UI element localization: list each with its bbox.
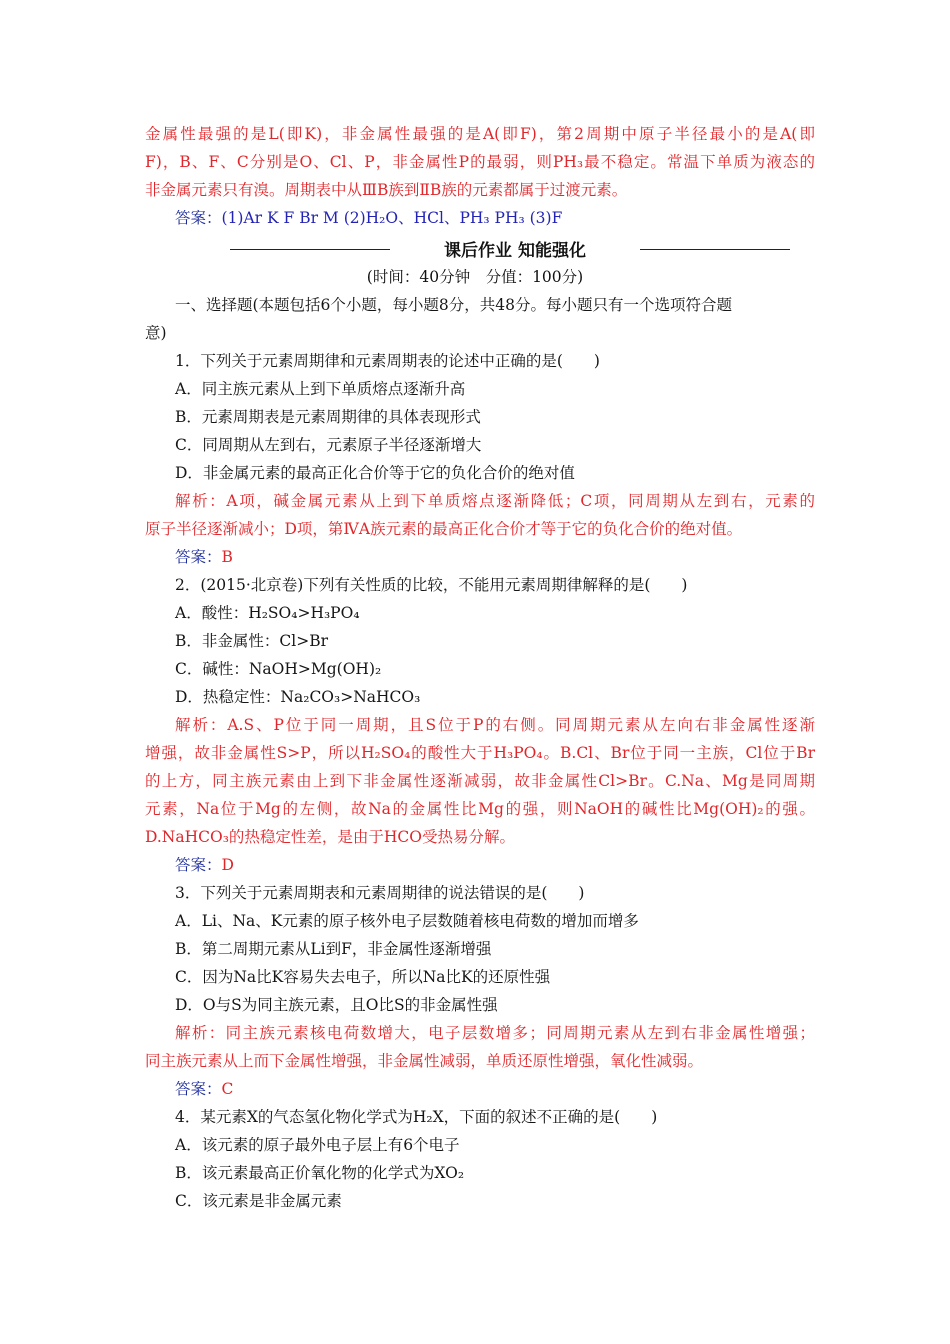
section-title: 课后作业 知能强化 [444,241,586,261]
q1-stem: 1．下列关于元素周期律和元素周期表的论述中正确的是( ) [175,352,600,370]
q2-analysis-3: 的上方，同主族元素由上到下非金属性逐渐减弱，故非金属性Cl>Br。C.Na、Mg是同周期 [145,772,815,790]
intro-line-1: 金属性最强的是L(即K)，非金属性最强的是A(即F)，第2周期中原子半径最小的是A(即 [145,125,815,143]
intro-answer [175,204,845,232]
q2-answer [175,851,845,879]
q2-option-c: C．碱性：NaOH>Mg(OH)₂ [175,660,382,678]
section-desc-1: 一、选择题(本题包括6个小题，每小题8分，共48分。每小题只有一个选项符合题 [175,296,732,314]
section-desc-2: 意) [145,324,167,342]
answer-value: B [221,548,233,566]
q2-analysis-1: 解析：A.S、P位于同一周期，且S位于P的右侧。同周期元素从左向右非金属性逐渐 [175,716,815,734]
q2-option-b: B．非金属性：Cl>Br [175,632,328,650]
q1-option-b: B．元素周期表是元素周期律的具体表现形式 [175,408,481,426]
header-rule-right [640,249,790,250]
answer-label: 答案： [175,548,222,566]
q1-option-c: C．同周期从左到右，元素原子半径逐渐增大 [175,436,482,454]
answer-text: (1)Ar K F Br M (2)H₂O、HCl、PH₃ PH₃ (3)F [221,209,563,227]
header-rule-left [230,249,390,250]
q1-answer [175,543,845,571]
q2-option-d: D．热稳定性：Na₂CO₃>NaHCO₃ [175,688,421,706]
answer-label: 答案： [175,856,222,874]
answer-value: C [221,1080,234,1098]
q3-analysis-1: 解析：同主族元素核电荷数增大，电子层数增多；同周期元素从左到右非金属性增强； [175,1024,815,1042]
q3-option-d: D．O与S为同主族元素，且O比S的非金属性强 [175,996,498,1014]
q2-option-a: A．酸性：H₂SO₄>H₃PO₄ [175,604,360,622]
q1-option-d: D．非金属元素的最高正化合价等于它的负化合价的绝对值 [175,464,575,482]
q4-option-b: B．该元素最高正价氧化物的化学式为XO₂ [175,1164,465,1182]
q3-option-c: C．因为Na比K容易失去电子，所以Na比K的还原性强 [175,968,551,986]
q3-answer [175,1075,845,1103]
section-header [230,238,790,262]
q4-option-a: A．该元素的原子最外电子层上有6个电子 [175,1136,460,1154]
q2-analysis-2: 增强，故非金属性S>P，所以H₂SO₄的酸性大于H₃PO₄。B.Cl、Br位于同一主族，Cl位于Br [145,744,815,762]
q2-stem: 2．(2015·北京卷)下列有关性质的比较，不能用元素周期律解释的是( ) [175,576,688,594]
q2-analysis-4: 元素，Na位于Mg的左侧，故Na的金属性比Mg的强，则NaOH的碱性比Mg(OH)₂的强。 [145,800,815,818]
intro-line-3: 非金属元素只有溴。周期表中从ⅢB族到ⅡB族的元素都属于过渡元素。 [145,181,628,199]
answer-label: 答案： [175,209,222,227]
q3-analysis-2: 同主族元素从上而下金属性增强，非金属性减弱，单质还原性增强，氧化性减弱。 [145,1052,704,1070]
q4-stem: 4．某元素X的气态氢化物化学式为H₂X，下面的叙述不正确的是( ) [175,1108,658,1126]
answer-value: D [221,856,234,874]
q1-option-a: A．同主族元素从上到下单质熔点逐渐升高 [175,380,466,398]
q4-option-c: C．该元素是非金属元素 [175,1192,342,1210]
q2-analysis-5: D.NaHCO₃的热稳定性差，是由于HCO受热易分解。 [145,828,515,846]
time-score: (时间：40分钟 分值：100分) [366,268,584,286]
q1-analysis-1: 解析：A项，碱金属元素从上到下单质熔点逐渐降低；C项，同周期从左到右，元素的 [175,492,815,510]
q3-option-a: A．Li、Na、K元素的原子核外电子层数随着核电荷数的增加而增多 [175,912,639,930]
q3-option-b: B．第二周期元素从Li到F，非金属性逐渐增强 [175,940,492,958]
q1-analysis-2: 原子半径逐渐减小；D项，第ⅣA族元素的最高正化合价才等于它的负化合价的绝对值。 [145,520,743,538]
answer-label: 答案： [175,1080,222,1098]
q3-stem: 3．下列关于元素周期表和元素周期律的说法错误的是( ) [175,884,585,902]
intro-line-2: F)，B、F、C分别是O、Cl、P，非金属性P的最弱，则PH₃最不稳定。常温下单质为液态的 [145,153,815,171]
